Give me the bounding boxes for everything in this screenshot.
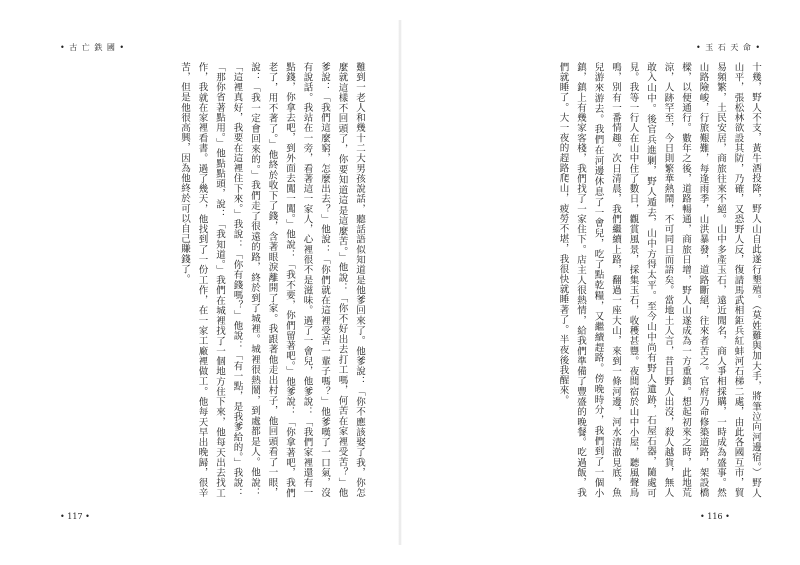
- right-page: [400, 0, 800, 565]
- left-page-paragraph: 難到一老人和幾十二大男孩說話，聽話語似知道是他爹回來了。他爹說：「你不應該娶了我，你怎麼就這樣不回頭了，你要知道這是這麼苦。」他說：「你不好出去打工嗎，何苦在家裡受苦？」他爹說：「我們這麼窮，怎麼出去？」他說：「你們就在這裡受苦一輩子嗎？」他爹嘆了一口氣，沒有說話。我站在一旁，看著這一家人，心裡很不是滋味。過了一會兒，他爹說：「我們家裡還有一點錢，你拿去吧，到外面去闖一闖。」他說：「我不要，你們留著吧。」他爹說：「你拿著吧，我們老了，用不著了。」他終於收下了錢，含著眼淚離開了家。我跟著他走出村子，他回頭看了一眼，說：「我一定會回來的。」我們走了很遠的路，終於到了城裡。城裡很熱鬧，到處都是人。他說：「這裡真好，我要在這裡住下來。」我說：「你有錢嗎？」他說：「有一點，是我爹給的。」我說：「那你省著點用。」他點點頭，說：「我知道。」我們在城裡找了一個地方住下來，他每天出去找工作，我就在家裡看書。過了幾天，他找到了一份工作，在一家工廠裡做工。他每天早出晚歸，很辛苦，但是他很高興，因為他終於可以自己賺錢了。: [179, 62, 365, 498]
- right-page-number: • 116 •: [700, 512, 730, 521]
- right-running-head: • 玉 石 天 命 •: [696, 43, 762, 52]
- left-page-text: [68, 62, 368, 498]
- left-running-head: • 古 亡 鉄 國 •: [60, 43, 126, 52]
- right-page-text: [432, 62, 764, 498]
- right-page-paragraph: 十幾，野人不支，黃牛酒投降，野人山自此遂行墾殖。（莫姓難與加大手，將筆泣向河邊宿。）野人山平，張松林欲設其防，乃確，又恐野人反，復請馬武相鉅兵紅蚌河石梯二處，由此各國互市，貿易頻繁，土民安居，商旅往來不絕。山中多產玉石，遠近聞名，商人爭相採購，一時成為盛事。然山路險峻，行旅艱難，每逢雨季，山洪暴發，道路斷絕，往來者苦之。官府乃命修築道路，架設橋樑，以便通行。數年之後，道路暢通，商旅日增，野人山遂成為一方重鎮。想起初來之時，此地荒涼，人跡罕至，今日則繁華熱鬧，不可同日而語矣。當地土人言，昔日野人出沒，殺人越貨，無人敢入山中。後官兵進剿，野人遁去，山中方得太平。至今山中尚有野人遺跡，石屋石器，隨處可見。我等一行人在山中住了數日，觀賞風景，採集玉石，收穫甚豐。夜間宿於山中小屋，聽風聲鳥鳴，別有一番情趣。次日清晨，我們繼續上路，翻過一座大山，來到一條河邊，河水清澈見底，魚兒游來游去。我們在河邊休息了一會兒，吃了點乾糧，又繼續趕路。傍晚時分，我們到了一個小鎮，鎮上有幾家客棧，我們找了一家住下。店主人很熱情，給我們準備了豐盛的晚餐。吃過飯，我們就睡了。大一夜的趕路爬山，疲勞不堪，我很快就睡著了。半夜後我醒來。: [557, 62, 761, 498]
- left-page-number: • 117 •: [60, 512, 90, 521]
